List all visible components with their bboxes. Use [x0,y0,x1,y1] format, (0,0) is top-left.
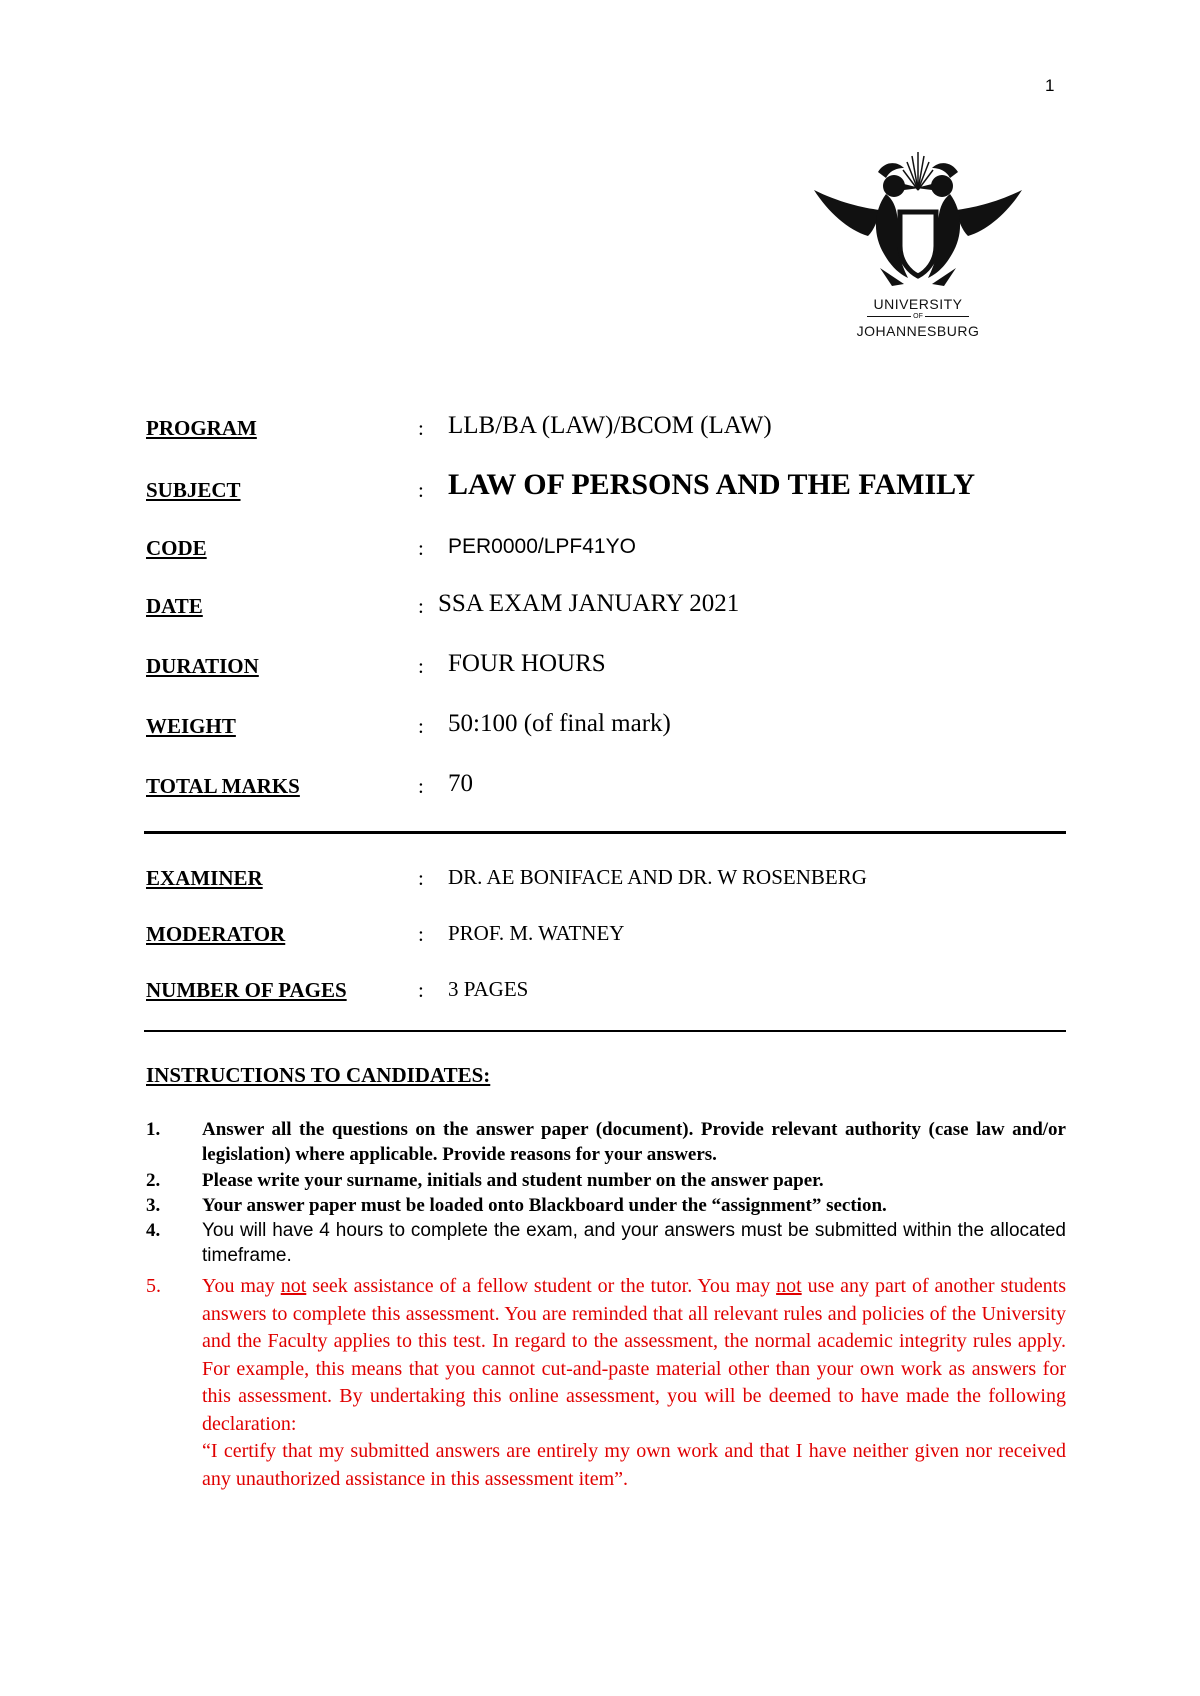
instruction-text-part: You may [202,1275,281,1297]
instruction-item [146,1117,1066,1167]
field-value: FOUR HOURS [448,650,606,677]
instruction-emphasis: not [776,1275,802,1297]
field-label: DATE [146,594,203,618]
field-colon: : [418,714,424,738]
field-colon: : [418,774,424,798]
field-label: CODE [146,536,207,560]
instruction-text: Answer all the questions on the answer paper (document). Provide relevant authority (case law and/or legislation) where applicable. Provide reasons for your answers. [202,1119,1066,1165]
field-value: DR. AE BONIFACE AND DR. W ROSENBERG [448,865,867,889]
logo-text-of [808,313,1028,320]
instruction-item [146,1193,1066,1218]
field-colon: : [418,594,424,618]
instruction-number: 3. [146,1195,161,1216]
field-subject [146,468,1066,502]
field-colon: : [418,416,424,440]
university-crest-icon [808,150,1028,300]
field-number-of-pages [146,972,1066,1002]
instruction-text-part: seek assistance of a fellow student or the tutor. You may [306,1275,777,1297]
divider-thin [144,1030,1066,1032]
instruction-number: 5. [146,1275,161,1297]
instruction-item [146,1218,1066,1268]
page-number: 1 [1045,76,1055,95]
declaration-text: “I certify that my submitted answers are entirely my own work and that I have neither given nor received any unauthorized assistance in this assessment item”. [202,1440,1066,1490]
field-duration [146,648,1066,678]
field-colon: : [418,922,424,946]
field-label: TOTAL MARKS [146,774,300,798]
field-value: 3 PAGES [448,977,529,1001]
logo-text-johannesburg: JOHANNESBURG [856,323,980,339]
field-value: LAW OF PERSONS AND THE FAMILY [448,468,976,501]
instruction-text [202,1273,1066,1438]
instruction-number: 1. [146,1119,161,1140]
instruction-number: 2. [146,1170,161,1191]
divider-thick [144,831,1066,834]
field-label: WEIGHT [146,714,236,738]
field-colon: : [418,478,424,502]
instruction-text: Your answer paper must be loaded onto Blackboard under the “assignment” section. [202,1195,887,1216]
field-colon: : [418,978,424,1002]
instruction-text: Please write your surname, initials and student number on the answer paper. [202,1170,824,1191]
field-date [146,588,1066,618]
field-examiner [146,860,1066,890]
field-label: MODERATOR [146,922,286,946]
instruction-number: 4. [146,1220,161,1241]
field-label: DURATION [146,654,259,678]
instructions-title: INSTRUCTIONS TO CANDIDATES: [146,1063,491,1087]
field-value: SSA EXAM JANUARY 2021 [438,590,740,617]
field-colon: : [418,654,424,678]
field-label: SUBJECT [146,478,241,502]
field-value: PROF. M. WATNEY [448,921,625,945]
field-total-marks [146,768,1066,798]
field-label: NUMBER OF PAGES [146,978,347,1002]
university-logo [808,150,1028,350]
field-label: EXAMINER [146,866,263,890]
field-colon: : [418,866,424,890]
field-program [146,410,1066,440]
field-value: PER0000/LPF41YO [448,535,636,558]
field-value: 50:100 (of final mark) [448,710,671,737]
instruction-emphasis: not [280,1275,307,1297]
instruction-item [146,1168,1066,1193]
field-weight [146,708,1066,738]
field-code [146,530,1066,560]
field-moderator [146,916,1066,946]
logo-of-word: OF [913,313,923,320]
instruction-item-integrity [146,1273,1066,1493]
field-label: PROGRAM [146,416,257,440]
field-value: LLB/BA (LAW)/BCOM (LAW) [448,412,772,439]
field-colon: : [418,536,424,560]
instruction-text: You will have 4 hours to complete the exam, and your answers must be submitted within the allocated timeframe. [202,1220,1066,1266]
logo-text-university: UNIVERSITY [873,296,963,312]
instruction-text-part: use any part of another students answers to complete this assessment. You are reminded that all relevant rules and policies of the University and the Faculty applies to this test. In regard to the assessment, the normal academic integrity rules apply. For example, this means that you cannot cut-and-paste material other than your own work as answers for this assessment. By undertaking this online assessment, you will be deemed to have made the following declaration: [202,1275,1066,1435]
field-value: 70 [448,770,473,797]
